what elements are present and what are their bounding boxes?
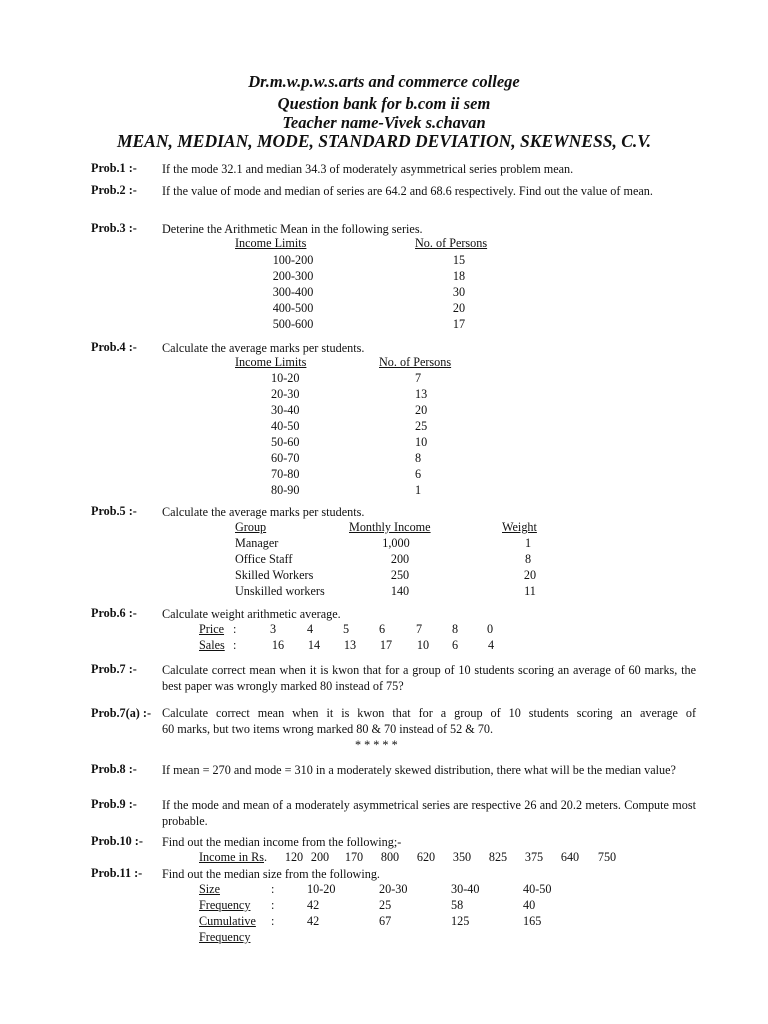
prob-5-cell: Manager — [235, 536, 279, 550]
prob-11-cell: 10-20 — [307, 882, 336, 896]
prob-11-cell: 42 — [307, 898, 320, 912]
prob-10-value: 750 — [597, 850, 617, 864]
prob-6-price-value: 7 — [415, 622, 423, 636]
prob-11-cell: 42 — [307, 914, 320, 928]
prob-6-price-value: 4 — [306, 622, 314, 636]
prob-6-sales-value: 10 — [416, 638, 430, 652]
prob-10-value: 620 — [416, 850, 436, 864]
prob-11-cell: 125 — [451, 914, 470, 928]
prob-6-colon: : — [233, 638, 237, 652]
prob-10-income-label-wrap — [199, 850, 267, 865]
prob-11-row-label: Cumulative — [199, 914, 256, 928]
prob-4-header-persons: No. of Persons — [379, 355, 452, 369]
prob-11-cell: 40 — [523, 898, 536, 912]
prob-11-text: Find out the median size from the following. — [162, 867, 380, 881]
prob-11-colon: : — [271, 898, 275, 912]
prob-11-colon: : — [271, 914, 275, 928]
prob-5-cell: 8 — [524, 552, 532, 566]
prob-9-label: Prob.9 :- — [91, 797, 137, 811]
prob-10-value: 350 — [452, 850, 472, 864]
prob-7a-text-line1: Calculate correct mean when it is kwon that for a group of 10 students scoring an average of — [162, 706, 696, 720]
prob-10-value: 375 — [524, 850, 544, 864]
prob-3-cell: 200-300 — [272, 269, 314, 283]
prob-5-cell: 1 — [524, 536, 532, 550]
prob-11-cell: 30-40 — [451, 882, 480, 896]
prob-5-cell: 250 — [390, 568, 410, 582]
prob-10-income-label: Income in Rs — [199, 850, 264, 864]
prob-9-text: If the mode and mean of a moderately asymmetrical series are respective 26 and 20.2 meters. Compute most probable. — [162, 798, 696, 828]
prob-5-text: Calculate the average marks per students. — [162, 505, 365, 519]
prob-11-cell: 25 — [379, 898, 392, 912]
prob-4-cell: 50-60 — [271, 435, 300, 449]
prob-1-label: Prob.1 :- — [91, 161, 137, 175]
prob-4-cell: 30-40 — [271, 403, 300, 417]
prob-4-cell: 70-80 — [271, 467, 300, 481]
prob-2-label: Prob.2 :- — [91, 183, 137, 197]
prob-8-text: If mean = 270 and mode = 310 in a moderately skewed distribution, there what will be the median value? — [162, 763, 676, 777]
prob-6-price-value: 3 — [269, 622, 277, 636]
prob-10-value: 640 — [560, 850, 580, 864]
prob-3-header-persons: No. of Persons — [415, 236, 488, 250]
prob-6-sales-label: Sales — [199, 638, 225, 652]
prob-10-text: Find out the median income from the following;- — [162, 835, 402, 849]
prob-5-cell: 200 — [390, 552, 410, 566]
prob-4-cell: 8 — [415, 451, 422, 465]
prob-4-cell: 1 — [415, 483, 422, 497]
prob-6-price-value: 5 — [342, 622, 350, 636]
prob-10-value: 800 — [380, 850, 400, 864]
prob-3-cell: 100-200 — [272, 253, 314, 267]
prob-10-dot: . — [264, 850, 268, 864]
prob-4-cell: 6 — [415, 467, 422, 481]
question-bank-title: Question bank for b.com ii sem — [277, 94, 491, 113]
prob-4-cell: 20 — [415, 403, 428, 417]
prob-4-cell: 10-20 — [271, 371, 300, 385]
prob-4-cell: 80-90 — [271, 483, 300, 497]
prob-5-label: Prob.5 :- — [91, 504, 137, 518]
prob-11-cell: 20-30 — [379, 882, 408, 896]
prob-3-header-income: Income Limits — [235, 236, 307, 250]
prob-4-cell: 13 — [415, 387, 428, 401]
prob-11-row-label: Size — [199, 882, 220, 896]
prob-5-cell: 11 — [524, 584, 536, 598]
prob-10-value: 200 — [310, 850, 330, 864]
prob-6-label: Prob.6 :- — [91, 606, 137, 620]
prob-5-header-weight: Weight — [502, 520, 537, 534]
prob-6-sales-value: 16 — [271, 638, 285, 652]
prob-3-cell: 500-600 — [272, 317, 314, 331]
prob-3-cell: 400-500 — [272, 301, 314, 315]
prob-10-label: Prob.10 :- — [91, 834, 143, 848]
prob-4-cell: 40-50 — [271, 419, 300, 433]
prob-7a-label: Prob.7(a) :- — [91, 706, 152, 720]
prob-3-cell: 17 — [452, 317, 466, 331]
teacher-name: Teacher name-Vivek s.chavan — [282, 113, 486, 132]
prob-4-cell: 60-70 — [271, 451, 300, 465]
prob-3-cell: 20 — [452, 301, 466, 315]
prob-2-text: If the value of mode and median of series are 64.2 and 68.6 respectively. Find out the value of mean. — [162, 184, 653, 198]
prob-3-cell: 15 — [452, 253, 466, 267]
prob-8-label: Prob.8 :- — [91, 762, 137, 776]
prob-10-value: 170 — [344, 850, 364, 864]
prob-11-row-label: Frequency — [199, 898, 251, 912]
prob-10-value: 825 — [488, 850, 508, 864]
prob-6-price-value: 6 — [378, 622, 386, 636]
prob-11-cell: 40-50 — [523, 882, 552, 896]
prob-11-cell: 58 — [451, 898, 464, 912]
prob-6-sales-value: 14 — [307, 638, 321, 652]
prob-5-cell: Skilled Workers — [235, 568, 314, 582]
prob-6-colon: : — [233, 622, 237, 636]
prob-5-cell: 20 — [523, 568, 537, 582]
prob-11-cell: 67 — [379, 914, 392, 928]
prob-4-cell: 25 — [415, 419, 428, 433]
prob-3-cell: 30 — [452, 285, 466, 299]
prob-6-price-value: 0 — [486, 622, 494, 636]
prob-7-label: Prob.7 :- — [91, 662, 137, 676]
prob-3-label: Prob.3 :- — [91, 221, 137, 235]
prob-6-sales-value: 6 — [451, 638, 459, 652]
prob-11-cell: 165 — [523, 914, 542, 928]
prob-6-price-label: Price — [199, 622, 225, 636]
prob-7-text: Calculate correct mean when it is kwon that for a group of 10 students scoring an average of 60 marks, the best paper was wrongly marked 80 instead of 75? — [162, 663, 696, 693]
prob-4-header-income: Income Limits — [235, 355, 307, 369]
prob-5-header-group: Group — [235, 520, 267, 534]
prob-5-cell: 140 — [390, 584, 410, 598]
prob-6-sales-value: 13 — [343, 638, 357, 652]
prob-4-label: Prob.4 :- — [91, 340, 137, 354]
prob-10-value: 120 — [284, 850, 304, 864]
prob-4-cell: 20-30 — [271, 387, 300, 401]
prob-11-extra-label: Frequency — [199, 930, 251, 944]
prob-5-cell: Unskilled workers — [235, 584, 325, 598]
stars-separator: * * * * * — [355, 738, 398, 752]
prob-6-sales-value: 4 — [487, 638, 495, 652]
prob-11-label: Prob.11 :- — [91, 866, 143, 880]
prob-3-cell: 18 — [452, 269, 466, 283]
prob-11-colon: : — [271, 882, 275, 896]
prob-3-text: Deterine the Arithmetic Mean in the following series. — [162, 222, 423, 236]
prob-1-text: If the mode 32.1 and median 34.3 of moderately asymmetrical series problem mean. — [162, 162, 574, 176]
prob-4-cell: 7 — [415, 371, 422, 385]
prob-6-text: Calculate weight arithmetic average. — [162, 607, 341, 621]
prob-5-cell: Office Staff — [235, 552, 293, 566]
college-title: Dr.m.w.p.w.s.arts and commerce college — [248, 72, 520, 91]
prob-5-header-income: Monthly Income — [349, 520, 431, 534]
prob-6-price-value: 8 — [451, 622, 459, 636]
prob-5-cell: 1,000 — [382, 536, 410, 550]
prob-6-sales-value: 17 — [379, 638, 393, 652]
topic-title: MEAN, MEDIAN, MODE, STANDARD DEVIATION, SKEWNESS, C.V. — [116, 131, 652, 151]
prob-4-cell: 10 — [415, 435, 428, 449]
prob-3-cell: 300-400 — [272, 285, 314, 299]
prob-4-text: Calculate the average marks per students. — [162, 341, 365, 355]
prob-7a-text-line2: 60 marks, but two items wrong marked 80 & 70 instead of 52 & 70. — [162, 722, 494, 736]
